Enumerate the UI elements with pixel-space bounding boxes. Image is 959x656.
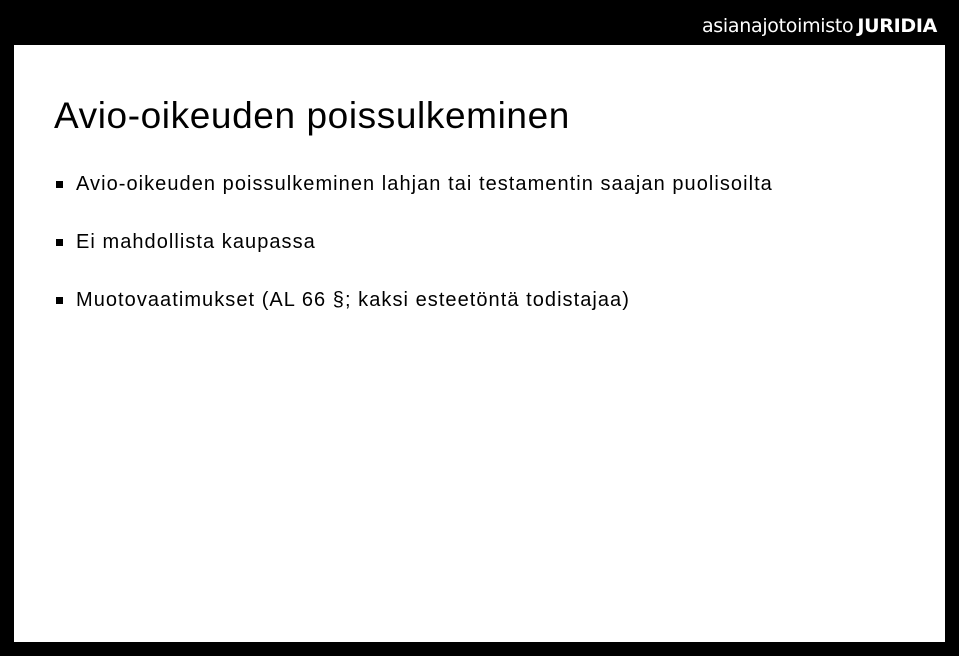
bullet-text: Ei mahdollista kaupassa: [76, 230, 316, 253]
slide-title: Avio-oikeuden poissulkeminen: [54, 95, 570, 136]
bullet-item: [56, 171, 773, 197]
bullet-text: Muotovaatimukset (AL 66 §; kaksi esteetöntä todistajaa): [76, 288, 630, 311]
square-bullet-icon: [56, 239, 63, 246]
bullet-list: [56, 171, 773, 345]
bullet-text: Avio-oikeuden poissulkeminen lahjan tai testamentin saajan puolisoilta: [76, 172, 773, 195]
bullet-item: [56, 287, 773, 313]
square-bullet-icon: [56, 181, 63, 188]
square-bullet-icon: [56, 297, 63, 304]
logo-text-bold: JURIDIA: [857, 15, 937, 37]
logo-text-light: asianajotoimisto: [701, 15, 854, 37]
bullet-item: [56, 229, 773, 255]
company-logo: [702, 13, 937, 39]
slide-canvas: [14, 45, 945, 642]
